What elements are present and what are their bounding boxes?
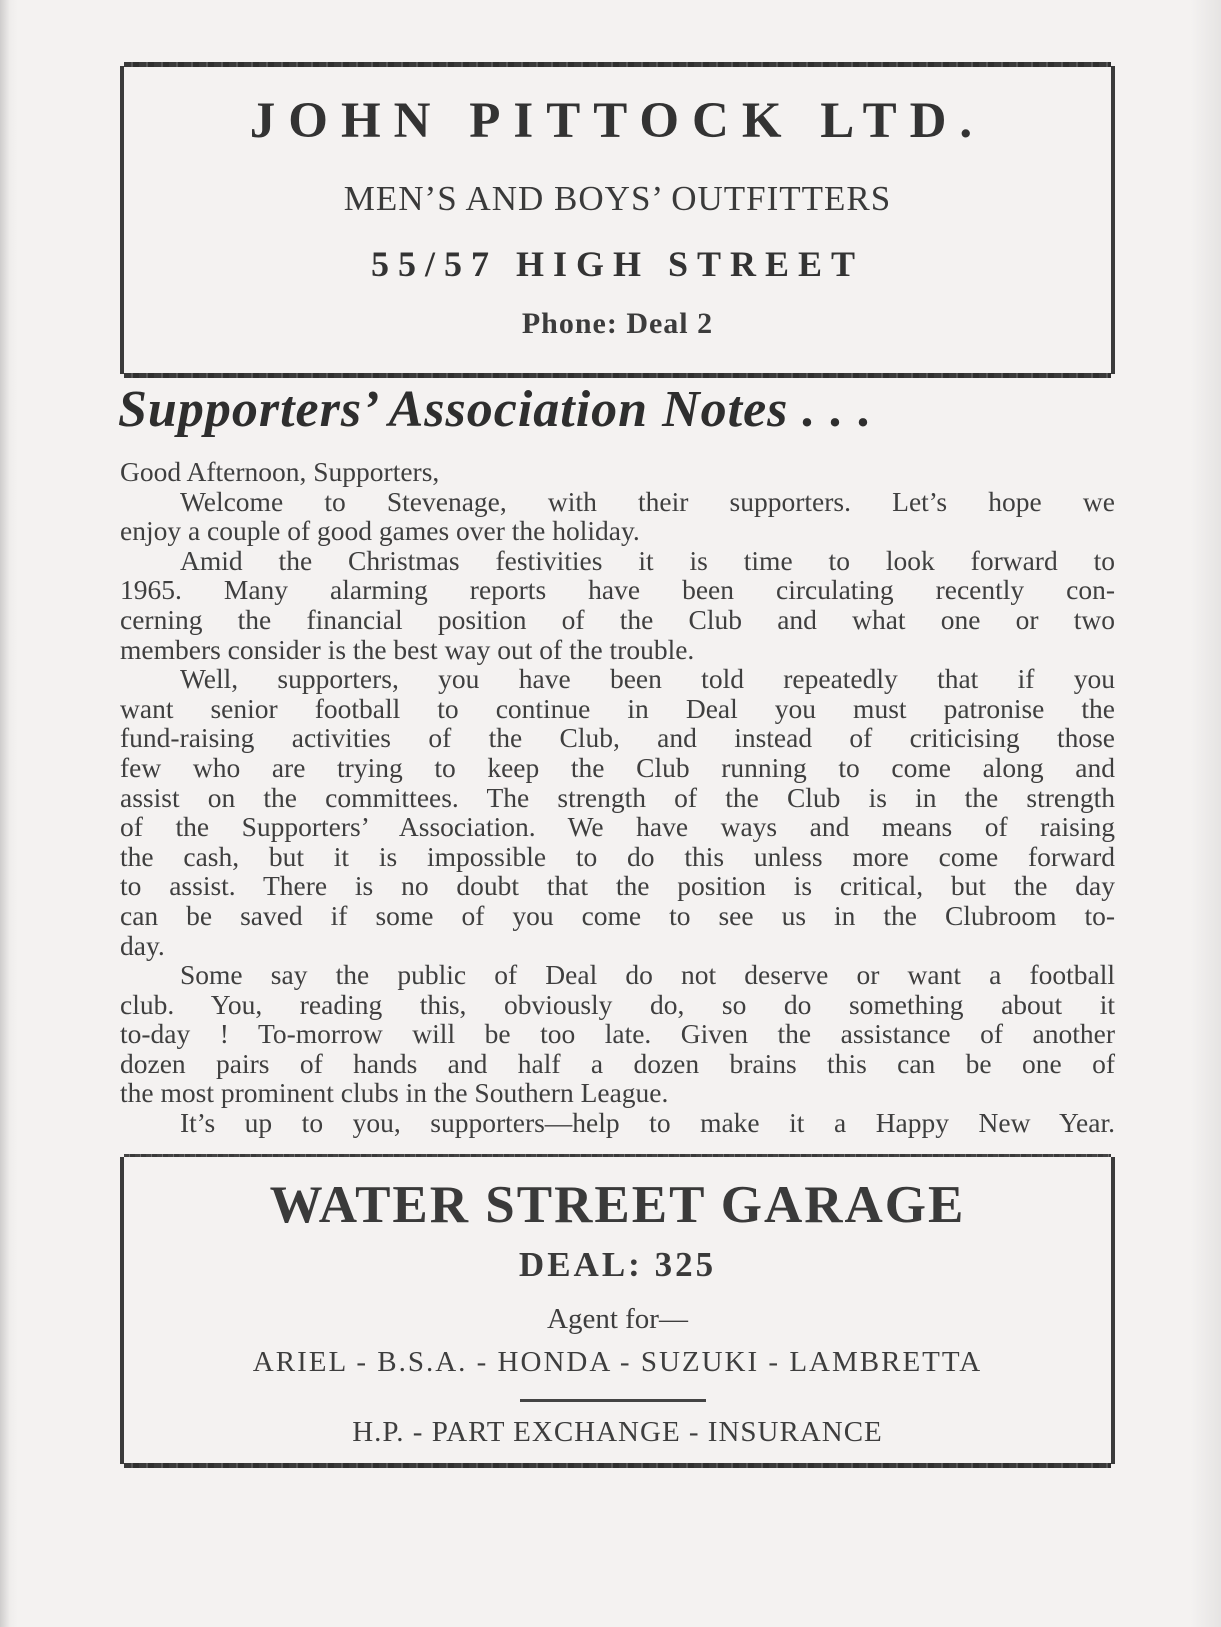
notes-heading: Supporters’ Association Notes . . . xyxy=(118,381,873,438)
advert-top-border xyxy=(124,1154,1111,1157)
advert-divider xyxy=(520,1399,706,1402)
article-line: want senior football to continue in Deal you must patronise the xyxy=(120,692,1115,724)
article-line: It’s up to you, supporters—help to make it a Happy New Year. xyxy=(180,1107,1115,1139)
advert-bottom-border xyxy=(124,1463,1111,1468)
article-line: Welcome to Stevenage, with their supporters. Let’s hope we xyxy=(180,485,1115,517)
article-line: Amid the Christmas festivities it is time to look forward to xyxy=(180,544,1115,576)
advert-john-pittock xyxy=(120,66,1115,374)
advert-phone: DEAL: 325 xyxy=(518,1245,717,1284)
article-line: Good Afternoon, Supporters, xyxy=(120,456,440,487)
article-line: members consider is the best way out of the trouble. xyxy=(120,633,695,665)
article-line: few who are trying to keep the Club running to come along and xyxy=(120,751,1115,783)
article-line: fund-raising activities of the Club, and instead of criticising those xyxy=(120,722,1115,754)
advert-company-name: JOHN PITTOCK LTD. xyxy=(249,93,986,149)
article-line: of the Supporters’ Association. We have ways and means of raising xyxy=(120,811,1115,843)
advert-services: H.P. - PART EXCHANGE - INSURANCE xyxy=(352,1416,883,1448)
article-line: assist on the committees. The strength of the Club is in the strength xyxy=(120,781,1115,813)
advert-brands: ARIEL - B.S.A. - HONDA - SUZUKI - LAMBRETTA xyxy=(252,1346,983,1378)
article-line: cerning the financial position of the Club and what one or two xyxy=(120,603,1115,635)
article-line: 1965. Many alarming reports have been circulating recently con- xyxy=(120,574,1115,606)
article-line: day. xyxy=(120,929,165,961)
page-edge-shadow xyxy=(0,0,10,1627)
article-line: Well, supporters, you have been told repeatedly that if you xyxy=(180,663,1115,695)
notes-article xyxy=(120,457,1115,1138)
advert-agent-label: Agent for— xyxy=(547,1303,688,1335)
article-line: Some say the public of Deal do not deserve or want a football xyxy=(180,959,1115,991)
advert-bottom-border xyxy=(124,373,1111,378)
article-line: club. You, reading this, obviously do, so do something about it xyxy=(120,988,1115,1020)
advert-water-street-garage xyxy=(120,1157,1115,1464)
advert-company-name: WATER STREET GARAGE xyxy=(269,1176,966,1234)
article-line: enjoy a couple of good games over the holiday. xyxy=(120,515,640,547)
article-line: the cash, but it is impossible to do this unless more come forward xyxy=(120,840,1115,872)
advert-phone: Phone: Deal 2 xyxy=(521,307,714,340)
article-line: to assist. There is no doubt that the position is critical, but the day xyxy=(120,870,1115,902)
advert-trade-line: MEN’S AND BOYS’ OUTFITTERS xyxy=(343,179,892,218)
article-line: dozen pairs of hands and half a dozen brains this can be one of xyxy=(120,1047,1115,1079)
advert-address: 55/57 HIGH STREET xyxy=(370,244,865,284)
article-line: the most prominent clubs in the Southern League. xyxy=(120,1077,669,1109)
advert-top-border xyxy=(124,62,1111,67)
article-line: to-day ! To-morrow will be too late. Given the assistance of another xyxy=(120,1018,1115,1050)
article-line: can be saved if some of you come to see us in the Clubroom to- xyxy=(120,899,1115,931)
